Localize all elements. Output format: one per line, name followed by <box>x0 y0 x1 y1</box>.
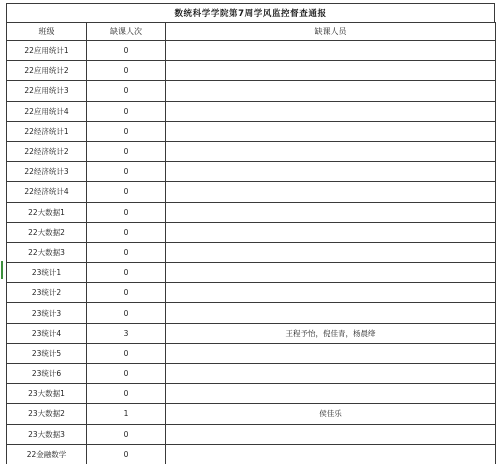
absent-names-cell[interactable] <box>166 182 496 202</box>
absence-count-cell[interactable]: 0 <box>87 162 166 182</box>
class-cell[interactable]: 22金融数学 <box>7 444 87 464</box>
class-cell[interactable]: 22经济统计1 <box>7 121 87 141</box>
table-row <box>7 424 496 444</box>
absent-names-cell[interactable] <box>166 283 496 303</box>
header-absence-count[interactable]: 缺课人次 <box>87 23 166 41</box>
table-row <box>7 283 496 303</box>
header-class[interactable]: 班级 <box>7 23 87 41</box>
table-row <box>7 81 496 101</box>
class-cell[interactable]: 22经济统计4 <box>7 182 87 202</box>
table-row <box>7 242 496 262</box>
class-cell[interactable]: 23统计1 <box>7 263 87 283</box>
absent-names-cell[interactable] <box>166 101 496 121</box>
absence-count-cell[interactable]: 0 <box>87 121 166 141</box>
class-cell[interactable]: 22应用统计1 <box>7 41 87 61</box>
active-row-marker <box>1 261 3 279</box>
class-cell[interactable]: 23统计5 <box>7 343 87 363</box>
absent-names-cell[interactable]: 王程予怡，倪佳青，杨晨绛 <box>166 323 496 343</box>
table-row <box>7 121 496 141</box>
absence-count-cell[interactable]: 0 <box>87 141 166 161</box>
table-row <box>7 444 496 464</box>
table-row <box>7 61 496 81</box>
absence-count-cell[interactable]: 0 <box>87 263 166 283</box>
absent-names-cell[interactable] <box>166 364 496 384</box>
absence-count-cell[interactable]: 1 <box>87 404 166 424</box>
table-row <box>7 343 496 363</box>
table-row <box>7 404 496 424</box>
absent-names-cell[interactable] <box>166 41 496 61</box>
absent-names-cell[interactable] <box>166 141 496 161</box>
table-row <box>7 384 496 404</box>
absent-names-cell[interactable] <box>166 61 496 81</box>
absent-names-cell[interactable] <box>166 202 496 222</box>
sheet-title[interactable]: 数统科学学院第7周学风监控督查通报 <box>6 3 495 22</box>
absent-names-cell[interactable] <box>166 444 496 464</box>
table-row <box>7 303 496 323</box>
class-cell[interactable]: 22大数据1 <box>7 202 87 222</box>
absent-names-cell[interactable] <box>166 303 496 323</box>
absence-count-cell[interactable]: 0 <box>87 283 166 303</box>
absent-names-cell[interactable] <box>166 263 496 283</box>
class-cell[interactable]: 23统计6 <box>7 364 87 384</box>
class-cell[interactable]: 23大数据1 <box>7 384 87 404</box>
table-row <box>7 101 496 121</box>
absent-names-cell[interactable] <box>166 121 496 141</box>
absence-count-cell[interactable]: 0 <box>87 101 166 121</box>
table-row <box>7 202 496 222</box>
absence-count-cell[interactable]: 0 <box>87 424 166 444</box>
absence-count-cell[interactable]: 0 <box>87 202 166 222</box>
absent-names-cell[interactable] <box>166 222 496 242</box>
absent-names-cell[interactable] <box>166 162 496 182</box>
table-row <box>7 222 496 242</box>
table-body <box>7 41 496 464</box>
class-cell[interactable]: 22应用统计3 <box>7 81 87 101</box>
absent-names-cell[interactable]: 侯佳乐 <box>166 404 496 424</box>
class-cell[interactable]: 22经济统计2 <box>7 141 87 161</box>
class-cell[interactable]: 23统计3 <box>7 303 87 323</box>
table-row <box>7 182 496 202</box>
class-cell[interactable]: 23大数据2 <box>7 404 87 424</box>
table-row <box>7 41 496 61</box>
absence-count-cell[interactable]: 0 <box>87 81 166 101</box>
class-cell[interactable]: 22大数据2 <box>7 222 87 242</box>
absence-count-cell[interactable]: 0 <box>87 242 166 262</box>
absence-count-cell[interactable]: 0 <box>87 343 166 363</box>
class-cell[interactable]: 23统计4 <box>7 323 87 343</box>
absence-count-cell[interactable]: 0 <box>87 61 166 81</box>
class-cell[interactable]: 22应用统计2 <box>7 61 87 81</box>
absence-count-cell[interactable]: 0 <box>87 384 166 404</box>
table-row <box>7 323 496 343</box>
absence-count-cell[interactable]: 0 <box>87 182 166 202</box>
absence-count-cell[interactable]: 3 <box>87 323 166 343</box>
absence-count-cell[interactable]: 0 <box>87 364 166 384</box>
class-cell[interactable]: 23大数据3 <box>7 424 87 444</box>
absence-report-table <box>6 22 496 464</box>
absence-count-cell[interactable]: 0 <box>87 303 166 323</box>
table-row <box>7 141 496 161</box>
class-cell[interactable]: 23统计2 <box>7 283 87 303</box>
table-row <box>7 364 496 384</box>
class-cell[interactable]: 22经济统计3 <box>7 162 87 182</box>
absent-names-cell[interactable] <box>166 384 496 404</box>
class-cell[interactable]: 22应用统计4 <box>7 101 87 121</box>
table-row <box>7 162 496 182</box>
absence-count-cell[interactable]: 0 <box>87 444 166 464</box>
absent-names-cell[interactable] <box>166 242 496 262</box>
header-row <box>7 23 496 41</box>
table-row <box>7 263 496 283</box>
absent-names-cell[interactable] <box>166 81 496 101</box>
absent-names-cell[interactable] <box>166 343 496 363</box>
absent-names-cell[interactable] <box>166 424 496 444</box>
absence-count-cell[interactable]: 0 <box>87 222 166 242</box>
absence-count-cell[interactable]: 0 <box>87 41 166 61</box>
header-absent-names[interactable]: 缺课人员 <box>166 23 496 41</box>
class-cell[interactable]: 22大数据3 <box>7 242 87 262</box>
